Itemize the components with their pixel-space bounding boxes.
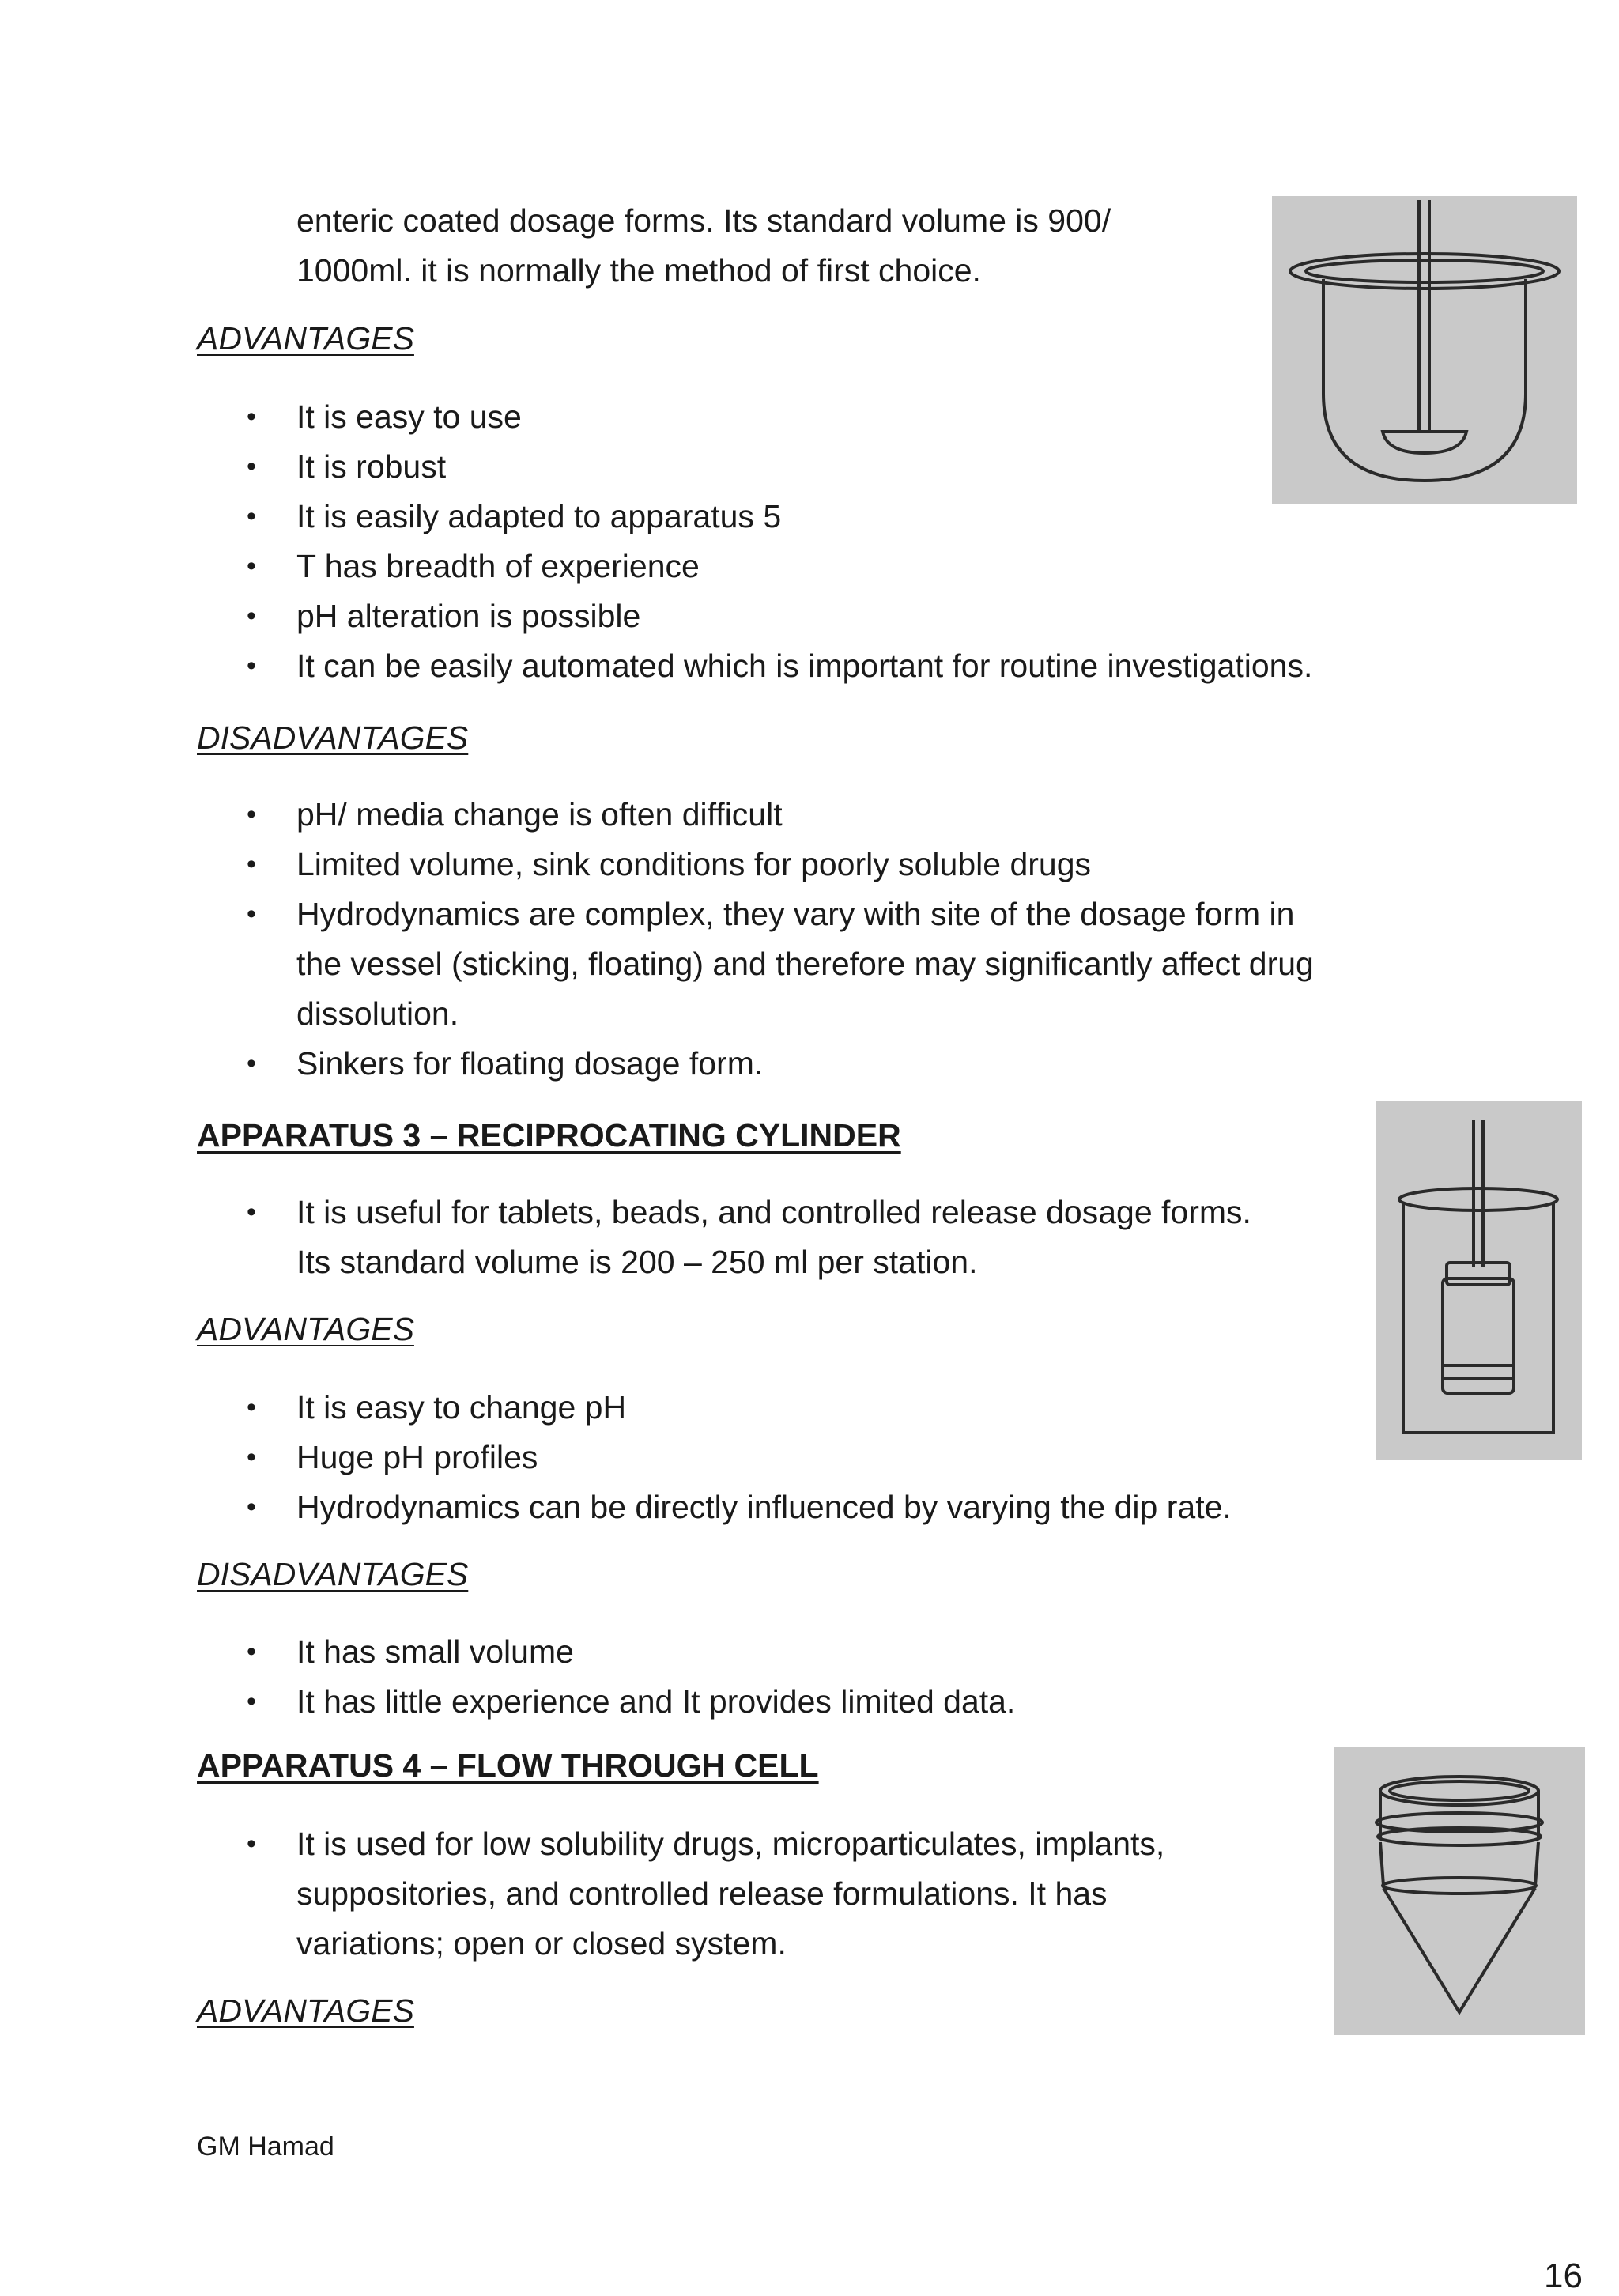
list-item: • Huge pH profiles <box>0 1433 1232 1482</box>
list-item: • It has small volume <box>0 1627 1015 1677</box>
reciprocating-cylinder-drawing <box>1376 1101 1582 1460</box>
disadvantages-heading-1: DISADVANTAGES <box>197 719 469 756</box>
footer-author: GM Hamad <box>197 2132 334 2162</box>
list-item: • It can be easily automated which is important for routine investigations. <box>0 641 1312 691</box>
intro-paragraph <box>296 196 1111 296</box>
apparatus-4-heading: APPARATUS 4 – FLOW THROUGH CELL <box>197 1747 819 1784</box>
list-item-line: variations; open or closed system. <box>296 1925 787 1962</box>
list-item-line: Hydrodynamics are complex, they vary with site of the dosage form in <box>296 896 1295 932</box>
list-item: • It is easy to use <box>0 392 1312 442</box>
intro-line-1: enteric coated dosage forms. Its standard volume is 900/ <box>296 202 1111 239</box>
list-item: • It is easy to change pH <box>0 1383 1232 1433</box>
list-item: • Sinkers for floating dosage form. <box>0 1039 1314 1089</box>
advantages-list-1 <box>0 392 1312 691</box>
list-item-line: It is used for low solubility drugs, microparticulates, implants, <box>296 1826 1165 1862</box>
list-item: • It is easily adapted to apparatus 5 <box>0 492 1312 542</box>
list-item-line: dissolution. <box>296 995 459 1032</box>
advantages-list-2 <box>0 1383 1232 1532</box>
paddle-apparatus-drawing <box>1272 196 1577 504</box>
paddle-apparatus-figure <box>1272 196 1577 504</box>
list-item: • Limited volume, sink conditions for poorly soluble drugs <box>0 840 1314 889</box>
list-item <box>0 1188 1251 1287</box>
advantages-heading-1: ADVANTAGES <box>197 320 414 357</box>
list-item: • pH alteration is possible <box>0 591 1312 641</box>
flow-through-cell-drawing <box>1334 1747 1585 2035</box>
list-item: • T has breadth of experience <box>0 542 1312 591</box>
list-item: • Hydrodynamics can be directly influenced by varying the dip rate. <box>0 1482 1232 1532</box>
list-item: • pH/ media change is often difficult <box>0 790 1314 840</box>
page-number: 16 <box>1544 2256 1583 2295</box>
flow-through-cell-figure <box>1334 1747 1585 2035</box>
advantages-heading-2: ADVANTAGES <box>197 1311 414 1347</box>
intro-line-2: 1000ml. it is normally the method of first choice. <box>296 252 981 289</box>
reciprocating-cylinder-figure <box>1376 1101 1582 1460</box>
apparatus-3-description <box>0 1188 1251 1287</box>
list-item-line: Its standard volume is 200 – 250 ml per station. <box>296 1244 978 1280</box>
list-item <box>0 889 1314 1039</box>
list-item: • It is robust <box>0 442 1312 492</box>
advantages-heading-3: ADVANTAGES <box>197 1992 414 2029</box>
apparatus-4-description <box>0 1819 1164 1969</box>
list-item: • It has little experience and It provides limited data. <box>0 1677 1015 1727</box>
list-item-line: the vessel (sticking, floating) and therefore may significantly affect drug <box>296 946 1314 982</box>
apparatus-3-heading: APPARATUS 3 – RECIPROCATING CYLINDER <box>197 1117 901 1154</box>
disadvantages-list-2 <box>0 1627 1015 1727</box>
list-item-line: It is useful for tablets, beads, and controlled release dosage forms. <box>296 1194 1251 1230</box>
list-item-line: suppositories, and controlled release formulations. It has <box>296 1875 1108 1912</box>
disadvantages-heading-2: DISADVANTAGES <box>197 1556 469 1592</box>
disadvantages-list-1 <box>0 790 1314 1089</box>
list-item <box>0 1819 1164 1969</box>
